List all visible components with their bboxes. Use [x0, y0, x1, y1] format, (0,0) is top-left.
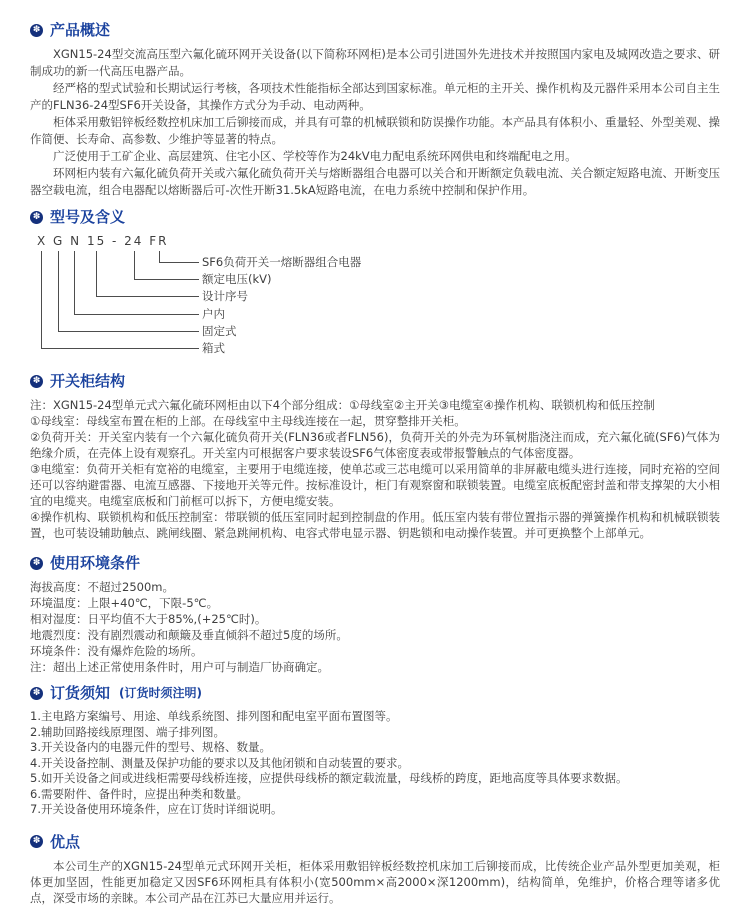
section-title: 使用环境条件 — [50, 554, 141, 572]
model-code: X G N 15 - 24 FR — [37, 234, 169, 248]
ordering-item: 6.需要附件、备件时，应提出种类和数量。 — [30, 786, 248, 801]
section-heading-model — [30, 207, 720, 227]
environment-line: 环境温度：上限+40℃，下限-5℃。 — [30, 596, 219, 610]
flower-icon: ✽ — [30, 687, 43, 700]
structure-note-line: 注：XGN15-24型单元式六氟化硫环网柜由以下4个部分组成：①母线室②主开关③电缆室④操作机构、联锁机构和低压控制 — [30, 398, 655, 412]
advantages-paragraph: 本公司生产的XGN15-24型单元式环网开关柜，柜体采用敷铝锌板经数控机床加工后铆接而成，比传统企业产品外型更加美观，柜体更加坚固，性能更加稳定又因SF6环网柜具有体积小(宽500mm×高2000×深1200mm)，结构简单，免维护，价格合理等诸多优点，深受市场的亲睐。本公司产品在江苏已大量应用并运行。 — [30, 858, 720, 905]
section-advantages — [30, 832, 720, 906]
section-overview — [30, 20, 720, 199]
model-label-x: 箱式 — [202, 341, 225, 355]
flower-icon: ✽ — [30, 211, 43, 224]
section-heading-overview — [30, 20, 720, 40]
ordering-item: 3.开关设备内的电器元件的型号、规格、数量。 — [30, 740, 271, 754]
overview-paragraph: 柜体采用敷铝锌板经数控机床加工后铆接而成，并具有可靠的机械联锁和防误操作功能。本产品具有体积小、重量轻、外型美观、操作简便、长寿命、高参数、少维护等显著的特点。 — [30, 115, 720, 146]
environment-line: 相对湿度：日平均值不大于85%,(+25℃时)。 — [30, 612, 267, 626]
section-structure — [30, 371, 720, 541]
flower-icon: ✽ — [30, 375, 43, 388]
structure-item-line: ①母线室：母线室布置在柜的上部。在母线室中主母线连接在一起，贯穿整排开关柜。 — [30, 414, 466, 428]
ordering-item: 7.开关设备使用环境条件，应在订货时详细说明。 — [30, 802, 283, 816]
section-title: 订货须知 — [50, 684, 111, 702]
structure-item-line: ②负荷开关：开关室内装有一个六氟化硫负荷开关(FLN36或者FLN56)，负荷开关的外壳为环氧树脂浇注而成，充六氟化硫(SF6)气体为绝缘介质，在壳体上设有观察孔。开关室内可根据客户要求装设SF6气体密度表或带报警触点的气体密度器。 — [30, 430, 720, 460]
section-environment — [30, 553, 720, 675]
environment-line: 海拔高度：不超过2500m。 — [30, 580, 174, 594]
structure-item-line: ④操作机构、联锁机构和低压控制室：带联锁的低压室同时起到控制盘的作用。低压室内装有带位置指示器的弹簧操作机构和机械联锁装置，也可装设辅助触点、跳闸线圈、紧急跳闸机构、电容式带电显示器、钥匙锁和电动操作装置。并可更换整个上部单元。 — [30, 510, 720, 540]
section-title: 开关柜结构 — [50, 372, 126, 390]
section-title: 型号及含义 — [50, 208, 126, 226]
overview-paragraph: XGN15-24型交流高压型六氟化硫环网开关设备(以下简称环网柜)是本公司引进国外先进技术并按照国内家电及城网改造之要求、研制成功的新一代高压电器产品。 — [30, 47, 720, 78]
ordering-item: 4.开关设备控制、测量及保护功能的要求以及其他闭锁和自动装置的要求。 — [30, 755, 409, 770]
overview-paragraph: 经严格的型式试验和长期试运行考核，各项技术性能指标全部达到国家标准。单元柜的主开关、操作机构及元器件采用本公司自主生产的FLN36-24型SF6开关设备，其操作方式分为手动、电动两种。 — [30, 81, 720, 112]
model-label-n: 户内 — [202, 307, 225, 321]
ordering-item: 5.如开关设备之间或进线柜需要母线桥连接，应提供母线桥的额定载流量，母线桥的跨度，距地高度等具体要求数据。 — [30, 771, 628, 785]
section-heading-advantages — [30, 832, 720, 852]
flower-icon: ✽ — [30, 835, 43, 848]
model-label-24: 额定电压(kV) — [202, 272, 272, 286]
environment-line: 注：超出上述正常使用条件时，用户可与制造厂协商确定。 — [30, 660, 329, 674]
section-ordering — [30, 683, 720, 818]
model-connector-x — [41, 251, 199, 349]
ordering-item: 1.主电路方案编号、用途、单线系统图、排列图和配电室平面布置图等。 — [30, 709, 398, 723]
section-title: 优点 — [50, 832, 81, 851]
section-heading-structure — [30, 371, 720, 391]
section-heading-ordering — [30, 683, 720, 703]
flower-icon: ✽ — [30, 557, 43, 570]
overview-paragraph: 广泛使用于工矿企业、高层建筑、住宅小区、学校等作为24kV电力配电系统环网供电和终端配电之用。 — [53, 149, 577, 163]
model-meaning-diagram — [30, 233, 720, 365]
section-title: 产品概述 — [50, 21, 111, 39]
model-label-15: 设计序号 — [202, 289, 248, 303]
overview-paragraph: 环网柜内装有六氟化硫负荷开关或六氟化硫负荷开关与熔断器组合电器可以关合和开断额定负载电流、关合额定短路电流、开断变压器空载电流，组合电器配以熔断器后可-次性开断31.5kA短路电流，在电力系统中控制和保护作用。 — [30, 166, 720, 197]
ordering-item: 2.辅助回路接线原理图、端子排列图。 — [30, 724, 225, 739]
structure-item-line: ③电缆室：负荷开关柜有宽裕的电缆室，主要用于电缆连接，使单芯或三芯电缆可以采用简单的非屏蔽电缆头进行连接，同时充裕的空间还可以容纳避雷器、电流互感器、下接地开关等元件。按标准设计，柜门有观察窗和联锁装置。电缆室底板配密封盖和带支撑架的大小相宜的电缆夹。电缆室底板和门前框可以拆下，方便电缆安装。 — [30, 462, 720, 508]
model-label-fr: SF6负荷开关一熔断器组合电器 — [202, 255, 362, 269]
environment-line: 环境条件：没有爆炸危险的场所。 — [30, 644, 203, 658]
model-label-g: 固定式 — [202, 324, 237, 338]
flower-icon: ✽ — [30, 24, 43, 37]
environment-line: 地震烈度：没有剧烈震动和颠簸及垂直倾斜不超过5度的场所。 — [30, 628, 348, 642]
section-subtitle: (订货时须注明) — [119, 686, 202, 700]
section-model — [30, 207, 720, 365]
section-heading-environment — [30, 553, 720, 573]
